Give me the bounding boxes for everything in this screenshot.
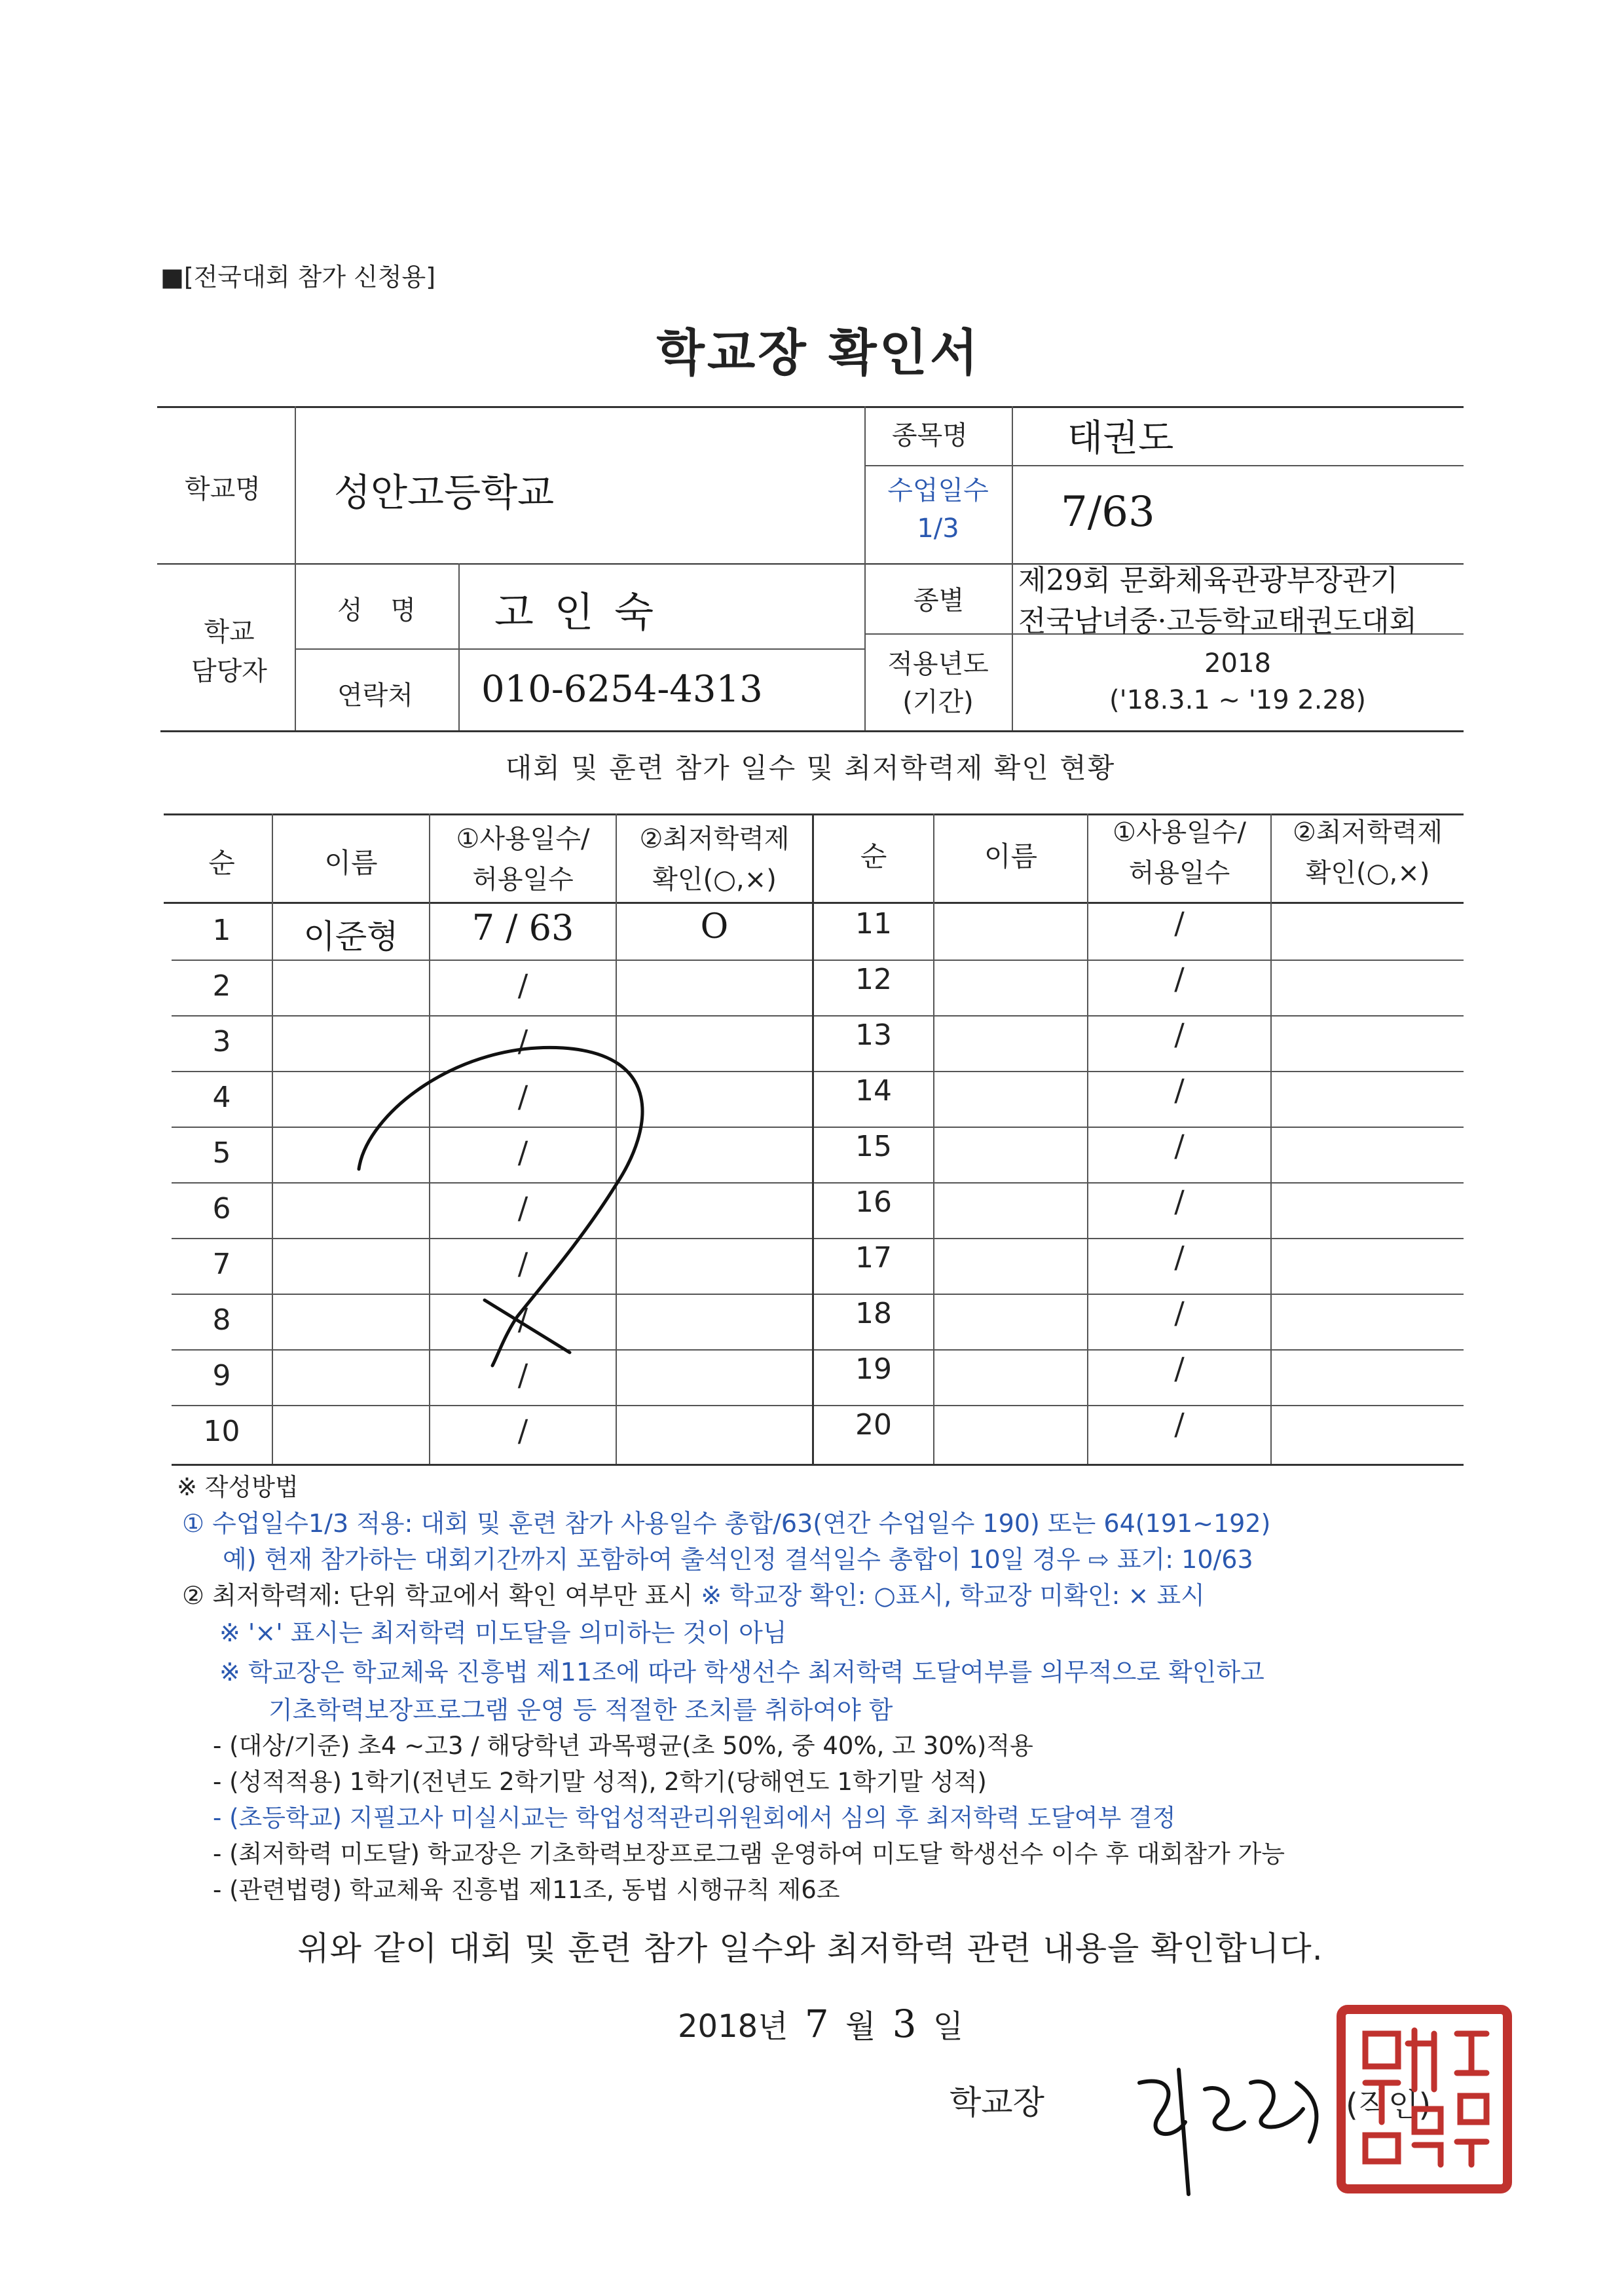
row-number: 5 (212, 1136, 231, 1170)
class-days-label: 수업일수 1/3 (887, 476, 989, 544)
row-number: 16 (855, 1185, 892, 1219)
detail-1: - (대상/기준) 초4 ~고3 / 해당학년 과목평균(초 50%, 중 40%, 고 30%)적용 (213, 1732, 1033, 1760)
used-days-value: / (1174, 1184, 1185, 1219)
row-number: 15 (855, 1130, 892, 1163)
row-number: 4 (212, 1081, 231, 1114)
row-number: 6 (212, 1192, 231, 1225)
col-header-used-days: ①사용일수/ 허용일수 (456, 824, 590, 895)
used-days-value: / (1174, 1406, 1185, 1442)
used-days-value: / (1174, 1128, 1185, 1163)
note-1a: ① 수업일수1/3 적용: 대회 및 훈련 참가 사용일수 총합/63(연간 수업일수 190) 또는 64(191~192) (182, 1509, 1271, 1538)
school-name-label: 학교명 (185, 474, 261, 504)
used-days-value: / (517, 967, 528, 1003)
form-type-label: ■[전국대회 참가 신청용] (160, 263, 436, 291)
col-header-name-right: 이름 (984, 840, 1038, 872)
date-line: 2018년 7 월 3 일 (678, 2002, 964, 2046)
event-value-line2: 전국남녀중·고등학교태권도대회 (1018, 605, 1418, 638)
section-title: 대회 및 훈련 참가 일수 및 최저학력제 확인 현황 (505, 752, 1116, 784)
confirmation-statement: 위와 같이 대회 및 훈련 참가 일수와 최저학력 관련 내용을 확인합니다. (297, 1930, 1323, 1968)
class-days-value: 7/63 (1061, 488, 1155, 536)
used-days-value: / (517, 1079, 528, 1114)
note-1b: 예) 현재 참가하는 대회기간까지 포함하여 출석인정 결석일수 총합이 10일 경우 ⇨ 표기: 10/63 (223, 1545, 1253, 1574)
event-value-line1: 제29회 문화체육관광부장관기 (1018, 564, 1399, 597)
apply-year-label: 적용년도 (기간) (887, 649, 989, 717)
row-number: 8 (212, 1303, 231, 1337)
col-header-min-academic: ②최저학력제 확인(○,×) (639, 824, 790, 895)
row-number: 9 (212, 1359, 231, 1392)
used-days-value: 7 / 63 (471, 907, 574, 948)
row-number: 1 (212, 914, 231, 947)
used-days-value: / (1174, 1351, 1185, 1386)
sport-label: 종목명 (892, 420, 968, 451)
school-manager-label: 학교 담당자 (191, 617, 267, 686)
note-3: ※ '×' 표시는 최저학력 미도달을 의미하는 것이 아님 (219, 1618, 787, 1647)
used-days-value: / (517, 1413, 528, 1448)
col-header-no: 순 (208, 847, 235, 879)
row-number: 12 (855, 963, 892, 996)
used-days-value: / (517, 1190, 528, 1225)
row-number: 3 (212, 1025, 231, 1058)
event-type-label: 종별 (913, 586, 965, 616)
row-number: 17 (855, 1241, 892, 1275)
col-header-name: 이름 (324, 847, 378, 879)
used-days-value: / (517, 1023, 528, 1058)
row-number: 14 (855, 1074, 892, 1108)
seal-label: (직인) (1346, 2087, 1431, 2123)
row-number: 19 (855, 1353, 892, 1386)
school-name-value: 성안고등학교 (334, 470, 555, 515)
person-name-label: 성 명 (337, 595, 416, 625)
detail-2: - (성적적용) 1학기(전년도 2학기말 성적), 2학기(당해연도 1학기말 성적) (213, 1768, 987, 1796)
used-days-value: / (517, 1301, 528, 1337)
row-number: 13 (855, 1018, 892, 1052)
used-days-value: / (517, 1246, 528, 1281)
note-2: ② 최저학력제: 단위 학교에서 확인 여부만 표시 ※ 학교장 확인: ○표시, 학교장 미확인: × 표시 (182, 1581, 1205, 1610)
used-days-value: / (1174, 905, 1185, 941)
used-days-value: / (1174, 1295, 1185, 1330)
used-days-value: / (517, 1134, 528, 1170)
col-header-used-days-right: ①사용일수/ 허용일수 (1113, 817, 1246, 888)
student-name: 이준형 (303, 918, 399, 956)
used-days-value: / (1174, 1072, 1185, 1108)
note-4a: ※ 학교장은 학교체육 진흥법 제11조에 따라 학생선수 최저학력 도달여부를 의무적으로 확인하고 (219, 1658, 1264, 1687)
used-days-value: / (1174, 1017, 1185, 1052)
row-number: 11 (855, 907, 892, 941)
col-header-min-academic-right: ②최저학력제 확인(○,×) (1292, 817, 1443, 888)
min-academic-check: O (700, 907, 729, 946)
principal-label: 학교장 (950, 2083, 1044, 2121)
used-days-value: / (517, 1357, 528, 1392)
school-seal-stamp (1336, 2004, 1513, 2194)
row-number: 18 (855, 1297, 892, 1330)
detail-3: - (초등학교) 지필고사 미실시교는 학업성적관리위원회에서 심의 후 최저학력 도달여부 결정 (213, 1804, 1176, 1832)
row-number: 7 (212, 1248, 231, 1281)
detail-4: - (최저학력 미도달) 학교장은 기초학력보장프로그램 운영하여 미도달 학생선수 이수 후 대회참가 가능 (213, 1840, 1285, 1868)
sport-value: 태권도 (1067, 417, 1174, 460)
contact-value: 010-6254-4313 (481, 668, 763, 711)
used-days-value: / (1174, 1239, 1185, 1275)
row-number: 10 (203, 1415, 240, 1448)
row-number: 2 (212, 969, 231, 1003)
col-header-no-right: 순 (860, 840, 887, 872)
apply-year-value: 2018 ('18.3.1 ~ '19 2.28) (1109, 648, 1367, 715)
row-number: 20 (855, 1408, 892, 1442)
notes-heading: ※ 작성방법 (177, 1473, 299, 1501)
page-title: 학교장 확인서 (656, 324, 981, 382)
detail-5: - (관련법령) 학교체육 진흥법 제11조, 동법 시행규칙 제6조 (213, 1876, 840, 1904)
contact-label: 연락처 (337, 681, 413, 711)
note-4b: 기초학력보장프로그램 운영 등 적절한 조치를 취하여야 함 (268, 1696, 893, 1725)
used-days-value: / (1174, 961, 1185, 996)
principal-signature (1126, 2043, 1336, 2201)
person-name-value: 고 인 숙 (494, 588, 658, 636)
